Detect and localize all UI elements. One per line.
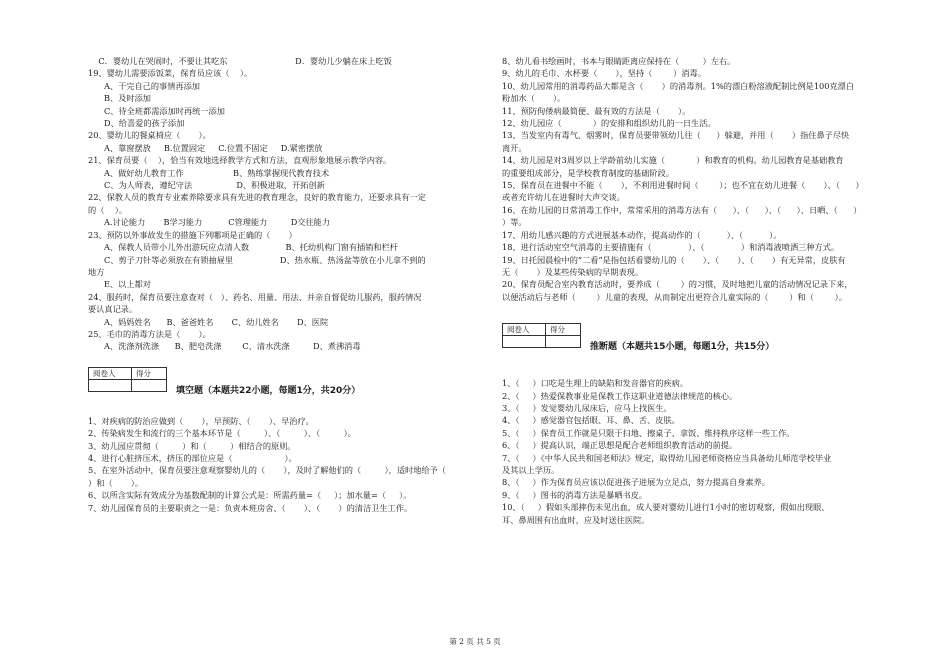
- text-line: C、剪子刀针等必须放在有锁抽屉里 D、热水瓶、热汤盆等放在小儿拿不到的: [104, 254, 426, 265]
- score-label: 得分: [546, 324, 581, 336]
- score-label: 得分: [132, 367, 167, 379]
- text-line: 20、保育员配合室内教育活动时，要养成（ ）的习惯，及时地把儿童的活动情况记录下来，: [502, 279, 853, 290]
- text-line: 13、当发室内有毒气、烟雾时，保育员要带领幼儿往（ ）躲避，并用（ ）指住鼻子尽快: [502, 130, 850, 141]
- text-line: 10、（ ）假如头部摔伤未见出血，成人要对婴幼儿进行1小时的密切观察，假如出现眼、: [502, 502, 830, 513]
- text-line: E、以上都对: [104, 279, 151, 290]
- text-line: 无（ ）及某些传染病的早期表现。: [502, 266, 644, 277]
- text-line: A、妈妈姓名 B、爸爸姓名 C、幼儿姓名 D、医院: [104, 316, 329, 327]
- text-line: 6、以所含实际有效成分为基数配制的计算公式是：所需药量=（ ）；加水量=（ ）。: [88, 490, 412, 501]
- text-line: 15、保育员在进餐中不能（ ），不利用进餐时间（ ）；也不宜在幼儿进餐（ ）、（ ）: [502, 180, 864, 191]
- text-line: 18、进行活动室空气消毒的主要措施有（ ）、（ ）和消毒液喷洒三种方式。: [502, 242, 840, 253]
- left-column: [88, 55, 488, 514]
- text-line: 5、（ ）保育员工作就是只限于扫地、擦桌子、拿饭、维持秩序这样一些工作。: [502, 427, 795, 438]
- text-line: 14、幼儿园是对3周岁以上学龄前幼儿实施（ ）和教育的机构。幼儿园教育是基础教育: [502, 155, 844, 166]
- reviewer-label: 阅卷人: [89, 367, 132, 379]
- text-line: 4、进行心脏挤压术，挤压的部位应是（ ）。: [88, 452, 297, 463]
- text-line: 7、（ ）《中华人民共和国老师法》规定，取得幼儿园老师资格应当具备幼儿师范学校毕业: [502, 452, 832, 463]
- text-line: 9、（ ）图书的消毒方法是暴晒书皮。: [502, 489, 648, 500]
- text-line: A、洗涤剂洗涤 B、肥皂洗涤 C、清水洗涤 D、煮沸消毒: [104, 341, 361, 352]
- text-line: 6、（ ）提高认识，端正思想是配合老师组织教育活动的前提。: [502, 440, 738, 451]
- page-footer: 第 2 页 共 5 页: [449, 637, 501, 646]
- text-line: 24、服药时，保育员要注意查对（ ）、药名、用量、用法、并亲自督促幼儿服药，服药情况: [88, 291, 422, 302]
- section-title-fill-blank: 填空题（本题共22小题，每题1分，共20分）: [176, 385, 361, 396]
- text-line: C、待全班都需添加时再统一添加: [104, 105, 225, 116]
- text-line: 2、（ ）热爱保教事业是保教工作这职业道德法律规范的核心。: [502, 390, 738, 401]
- score-table: [88, 367, 167, 392]
- text-line: C．婴幼儿在哭闹时，不要让其吃东 D．婴幼儿少躺在床上吃饭: [88, 56, 392, 66]
- reviewer-label: 阅卷人: [503, 324, 546, 336]
- section-title-judgement: 推断题（本题共15小题，每题1分，共15分）: [590, 342, 775, 353]
- text-line: 地方: [88, 266, 105, 277]
- text-line: 19、日托园晨检中的“二看”是指包括看婴幼儿的（ ）、（ ）、（ ）有无异常，皮肤有: [502, 254, 846, 265]
- text-line: 的重要组成部分，是学校教育制度的基础阶段。: [502, 167, 674, 178]
- text-line: 3、（ ）发觉婴幼儿尿床后，应马上找医生。: [502, 402, 672, 413]
- score-table: [502, 323, 581, 348]
- text-line: 1、（ ）口吃是生理上的缺陷和发音器官的疾病。: [502, 378, 689, 389]
- text-line: B、及时添加: [104, 93, 151, 104]
- text-line: 粉加水（ ）。: [502, 93, 566, 104]
- text-line: 9、幼儿的毛巾、水杯要（ ），坚持（ ）消毒。: [502, 68, 706, 79]
- judgement-questions: [502, 377, 907, 526]
- text-line: A.讨论能力 B学习能力 C管理能力 D交往能力: [104, 217, 331, 228]
- text-line: 3、幼儿园应贯彻（ ）和（ ）相结合的原则。: [88, 440, 296, 451]
- text-line: 4、（ ）感觉器官包括眼、耳、鼻、舌、皮肤。: [502, 415, 680, 426]
- text-line: 要认真记录。: [88, 304, 138, 315]
- text-line: C、为人师表，遵纪守法 D、积极进取，开拓创新: [104, 180, 325, 191]
- text-line: A、干完自己的事情再添加: [104, 80, 200, 91]
- text-line: D、给喜爱的孩子添加: [104, 118, 185, 129]
- text-line: 以便活动后与老师（ ）儿童的表现，从而制定出更符合儿童实际的（ ）和（ ）。: [502, 291, 847, 302]
- text-line: 离开。: [502, 142, 527, 153]
- text-line: A、做好幼儿教育工作 B、熟练掌握现代教育技术: [104, 167, 330, 178]
- multiple-choice-questions: [88, 55, 488, 353]
- score-box-judgement: [502, 323, 907, 357]
- text-line: 22、保教人员的教育专业素养除要求具有先进的教育理念，良好的教育能力，还要求具有一定: [88, 192, 426, 203]
- text-line: 或者充许幼儿在进餐时大声交谈。: [502, 192, 625, 203]
- text-line: 21、保育员要（ ），恰当有效地选择教学方式和方法，直观形象地展示教学内容。: [88, 155, 392, 166]
- right-column: [502, 55, 907, 526]
- text-line: 1、对疾病的防治应做到（ ），早预防、（ ）、早治疗。: [88, 415, 314, 426]
- text-line: 10、幼儿园常用的消毒药品大都是含（ ）的消毒剂。1%的漂白粉溶液配制比例是100克漂白: [502, 80, 855, 91]
- text-line: 17、用幼儿感兴趣的方式进展基本动作，提高动作的（ ）、（ ）。: [502, 229, 782, 240]
- text-line: 19、婴幼儿需要添饭菜，保育员应该（ ）。: [88, 68, 253, 79]
- reviewer-cell[interactable]: [503, 336, 546, 348]
- text-line: 2、传染病发生和流行的三个基本环节是（ ）、（ ）、（ ）。: [88, 428, 356, 439]
- fill-blank-questions-continued: [502, 55, 907, 303]
- text-line: 16、在幼儿园的日常消毒工作中，常常采用的消毒方法有（ ）、（ ）、（ ）、日晒、（ ）: [502, 204, 862, 215]
- score-cell[interactable]: [132, 379, 167, 391]
- text-line: A、靠窗摆放 B.位置固定 C.位置不固定 D.紧密摆放: [104, 142, 323, 153]
- text-line: ）等。: [502, 217, 527, 228]
- text-line: 7、幼儿园保育员的主要职责之一是：负责本班房舍、（ ）、（ ）的清洁卫生工作。: [88, 502, 413, 513]
- text-line: 8、幼儿看书绘画时，书本与眼睛距离应保持在（ ）左右。: [502, 56, 736, 66]
- text-line: 5、在室外活动中，保育员要注意观察婴幼儿的（ ），及时了解他们的（ ），适时地给予（: [88, 465, 446, 476]
- score-cell[interactable]: [546, 336, 581, 348]
- text-line: ）和（ ）。: [88, 477, 144, 488]
- reviewer-cell[interactable]: [89, 379, 132, 391]
- text-line: 25、毛巾的消毒方法是（ ）。: [88, 328, 211, 339]
- text-line: 及其以上学历。: [502, 464, 560, 475]
- text-line: 12、幼儿园应（ ）的安排和组织幼儿的一日生活。: [502, 118, 716, 129]
- text-line: 23、预防以外事故发生的措施下列哪项是正确的（ ）: [88, 229, 297, 240]
- text-line: 8、（ ）作为保育员应该以促进孩子进展为立足点，努力提高自身素养。: [502, 477, 770, 488]
- score-box-fill-blank: [88, 367, 488, 401]
- text-line: 11、预防佝偻病最简便、最有效的方法是（ ）。: [502, 105, 691, 116]
- text-line: 耳、鼻周围有出血时，应及时送往医院。: [502, 514, 650, 525]
- text-line: 20、婴幼儿的餐桌椅应（ ）。: [88, 130, 211, 141]
- fill-blank-questions: [88, 415, 488, 514]
- text-line: 的（ ）。: [88, 204, 128, 215]
- text-line: A、保教人员带小儿外出游玩应点清人数 B、托幼机构门窗有插销和栏杆: [104, 242, 398, 253]
